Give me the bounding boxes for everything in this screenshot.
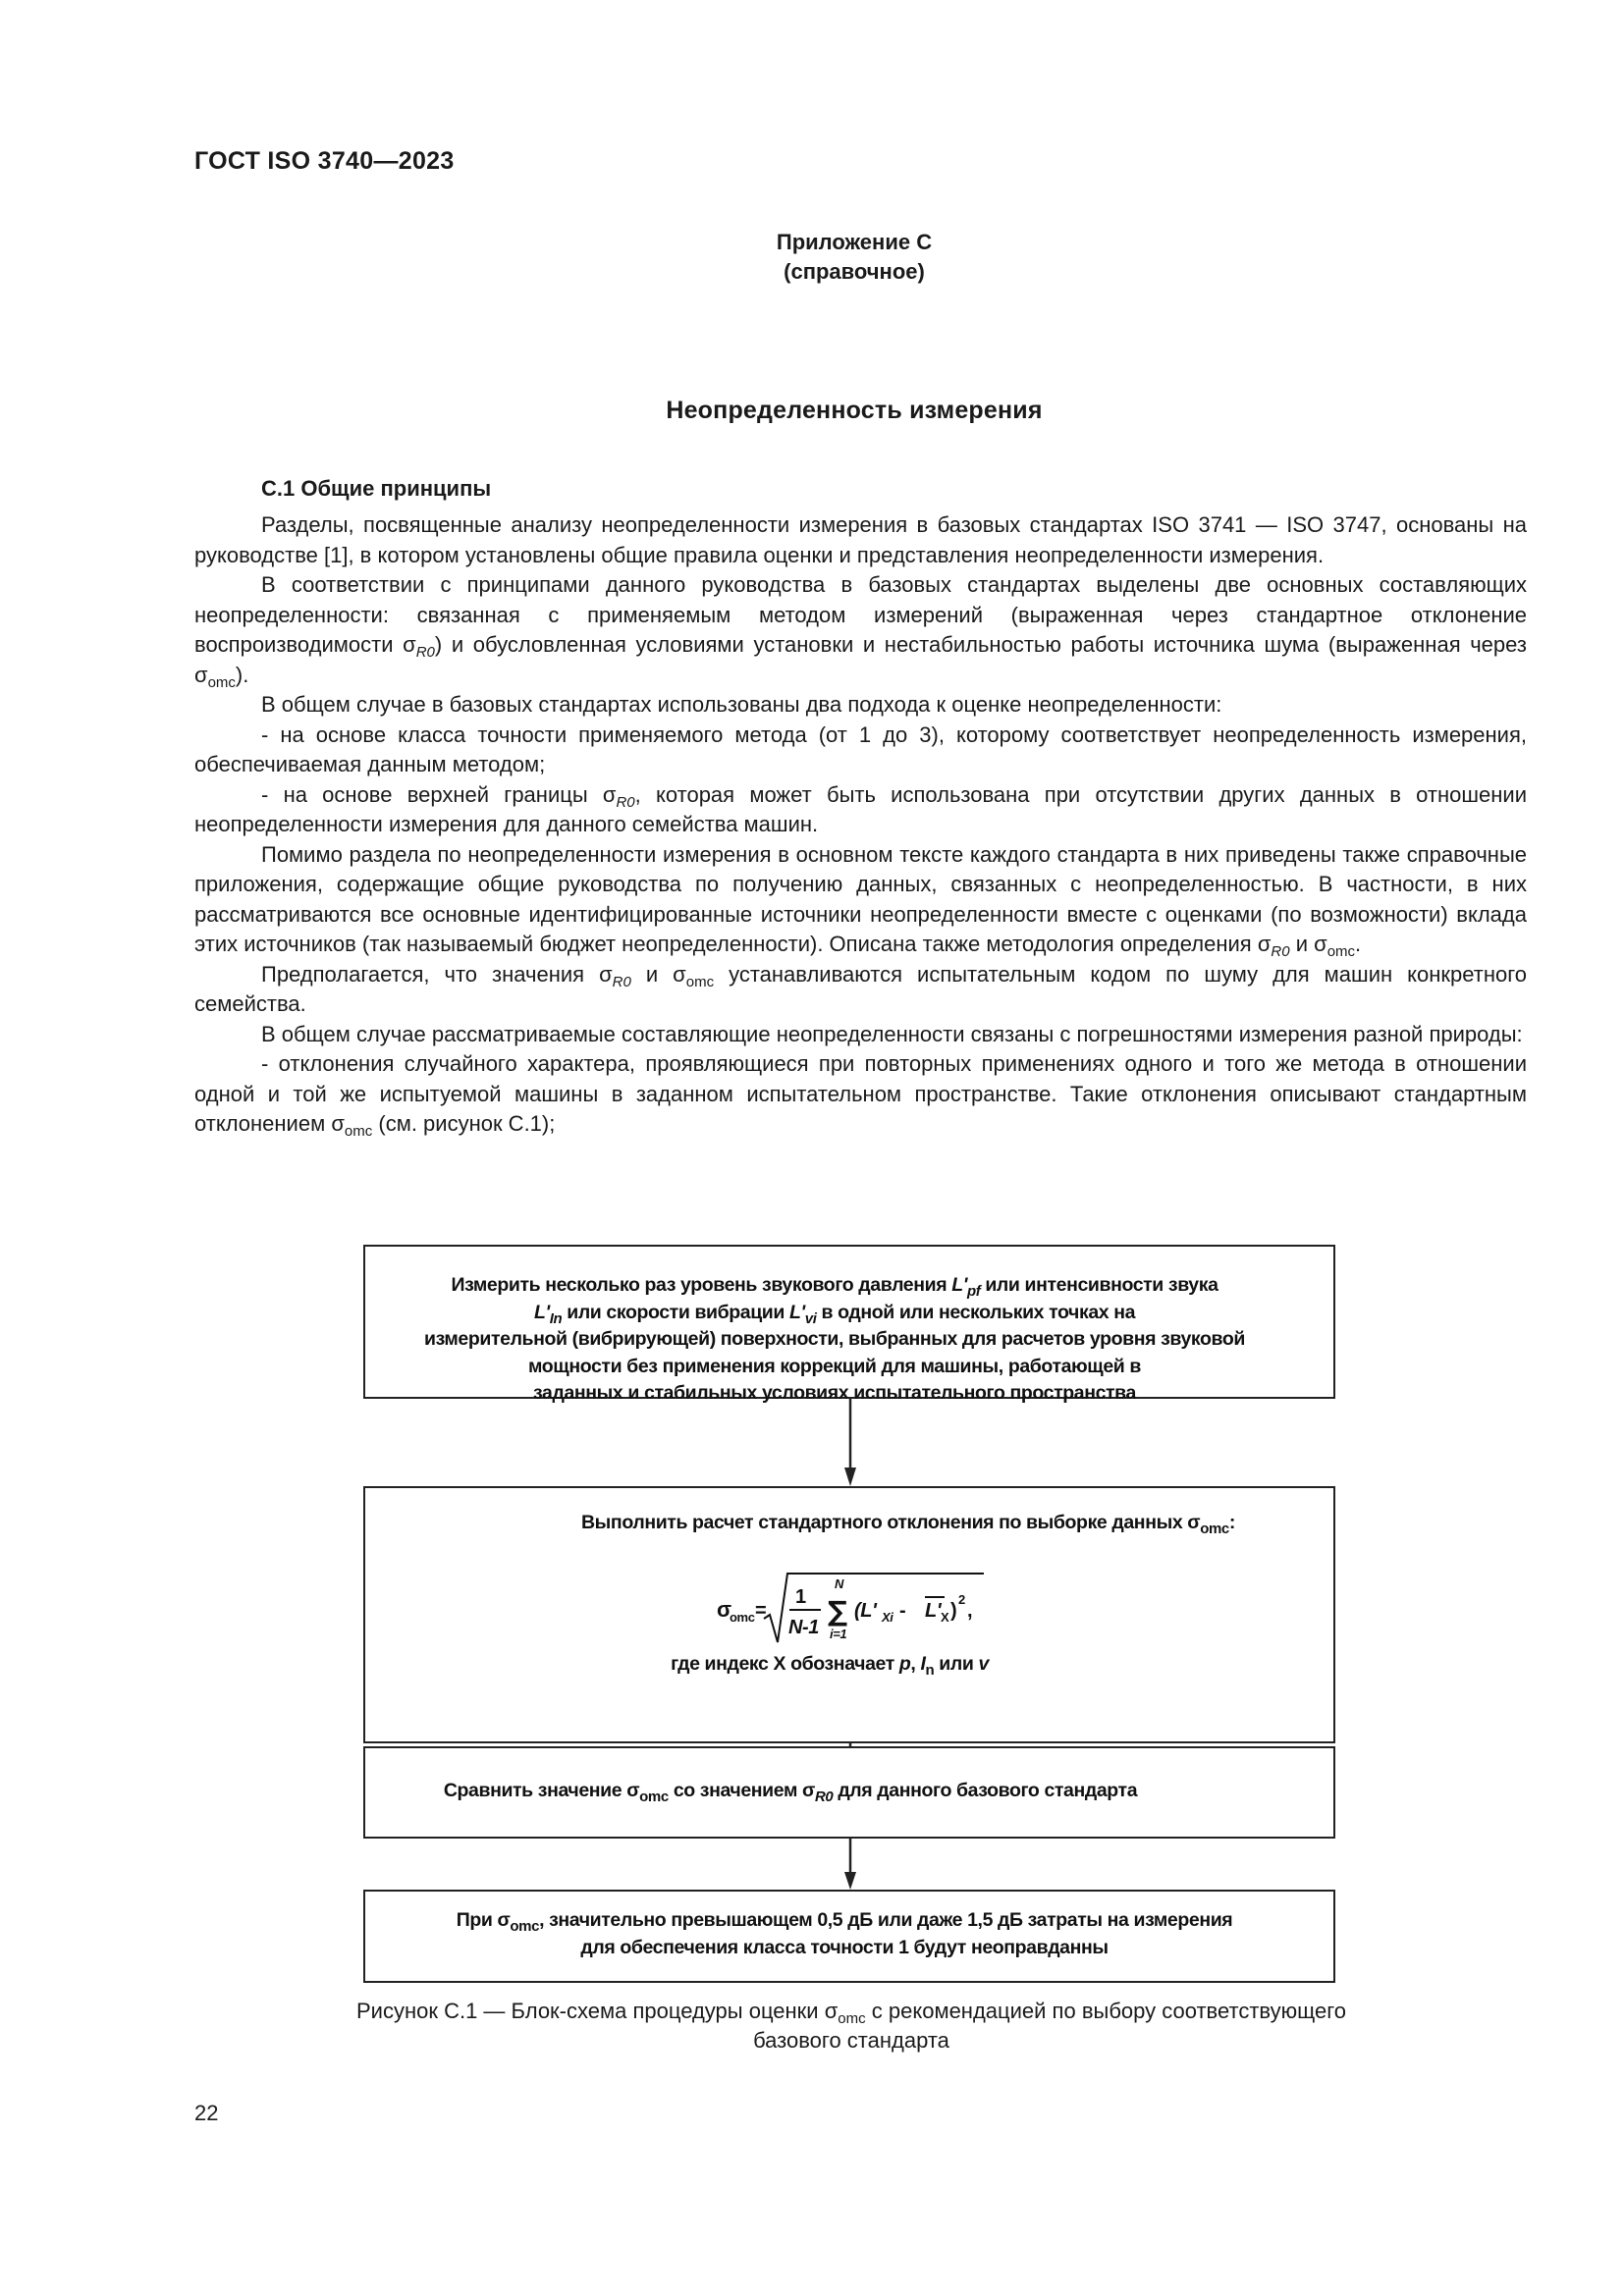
flowchart-step-measure: Измерить несколько раз уровень звукового давления $L'_{pf}$ или интенсивности звука $L'_{In}$ или скорости вибрации $L'_{vi}$ в одной или нескольких точках на измерительной (вибрирующей) поверхности, выбранных для расчетов уровня звуковой мощности без применения коррекций для машины, работающей в заданных и стабильных условиях испытательного пространства (363, 1245, 1335, 1399)
formula-denominator: N-1 (788, 1617, 820, 1638)
flow-arrow-3 (842, 1839, 858, 1890)
formula-power: 2 (958, 1592, 965, 1607)
flow-arrow-1 (842, 1399, 858, 1486)
figure-caption: Рисунок С.1 — Блок-схема процедуры оценки $\sigma_{omc}$ с рекомендацией по выбору соответствующего базового стандарта (356, 1999, 1346, 2053)
body-text (194, 510, 1527, 1140)
paragraph-3: В общем случае в базовых стандартах использованы два подхода к оценке неопределенности: (261, 692, 1222, 717)
flowchart-step-compare: Сравнить значение $\sigma_{omc}$ со значением $\sigma_{R0}$ для данного базового стандарта (363, 1746, 1335, 1839)
annex-heading: Неопределенность измерения (666, 397, 1043, 424)
formula-numerator: 1 (795, 1586, 806, 1608)
flowchart-step-calculate (363, 1486, 1335, 1743)
formula-minus: - (899, 1600, 906, 1622)
page-number: 22 (194, 2101, 219, 2125)
paragraph-6: Помимо раздела по неопределенности измерения в основном тексте каждого стандарта в них приведены также справочные приложения, содержащие общие руководства по получению данных, связанных с неопределенностью. В частности, в них рассматриваются все основные идентифицированные источники неопределенности вместе с оценками (по возможности) вклада этих источников (так называемый бюджет неопределенности). Описана также методология определения $\sigma_{R0}$ и $\sigma_{omc}$. (194, 841, 1527, 960)
standard-header: ГОСТ ISO 3740—2023 (194, 147, 455, 175)
paragraph-5: - на основе верхней границы $\sigma_{R0}$, которая может быть использована при отсутствии других данных в отношении неопределенности измерения для данного семейства машин. (194, 781, 1527, 836)
formula-sigma-sub: omc (730, 1610, 755, 1625)
formula-sum-top: N (835, 1576, 843, 1591)
index-note: где индекс X обозначает p, $I_n$ или v (671, 1653, 989, 1679)
paragraph-4: - на основе класса точности применяемого метода (от 1 до 3), которому соответствует неопределенность измерения, обеспечиваемая данным методом; (194, 721, 1527, 776)
section-heading: С.1 Общие принципы (261, 476, 492, 501)
annex-title: Приложение С (776, 230, 933, 254)
formula-term: (L' (854, 1600, 877, 1622)
formula-equals: = (755, 1600, 767, 1622)
std-deviation-formula (660, 1562, 1053, 1650)
formula-sigma: σ (717, 1597, 731, 1622)
annex-type: (справочное) (784, 259, 925, 284)
paragraph-1: Разделы, посвященные анализу неопределенности измерения в базовых стандартах ISO 3741 — ISO 3747, основаны на руководстве [1], в котором установлены общие правила оценки и представления неопределенности измерения. (194, 512, 1527, 567)
paragraph-7: Предполагается, что значения $\sigma_{R0}$ и $\sigma_{omc}$ устанавливаются испытательным кодом по шуму для машин конкретного семейства. (194, 961, 1527, 1016)
calc-instruction: Выполнить расчет стандартного отклонения по выборке данных $\sigma_{omc}$: (581, 1512, 1235, 1537)
paragraph-8: В общем случае рассматриваемые составляющие неопределенности связаны с погрешностями измерения разной природы: (261, 1021, 1523, 1046)
formula-sum-bottom: i=1 (830, 1627, 847, 1641)
formula-sum-sign: ∑ (828, 1595, 847, 1628)
formula-term-sub: Xi (882, 1610, 893, 1625)
formula-close-paren: ) (950, 1600, 957, 1622)
flowchart-step-conclusion: При $\sigma_{omc}$, значительно превышающем 0,5 дБ или даже 1,5 дБ затраты на измерения для обеспечения класса точности 1 будут неоправданны (363, 1890, 1335, 1983)
formula-mean: L' (925, 1600, 942, 1622)
paragraph-9: - отклонения случайного характера, проявляющиеся при повторных применениях одного и того же метода в отношении одной и той же испытуемой машины в заданном испытательном пространстве. Такие отклонения описывают стандартным отклонением $\sigma_{omc}$ (см. рисунок С.1); (194, 1051, 1527, 1140)
formula-comma: , (967, 1600, 973, 1622)
paragraph-2: В соответствии с принципами данного руководства в базовых стандартах выделены две основных составляющих неопределенности: связанная с применяемым методом измерений (выраженная через стандартное отклонение воспроизводимости $\sigma_{R0}$) и обусловленная условиями установки и нестабильностью работы источника шума (выраженная через $\sigma_{omc}$). (194, 572, 1527, 691)
formula-mean-sub: X (941, 1610, 949, 1625)
